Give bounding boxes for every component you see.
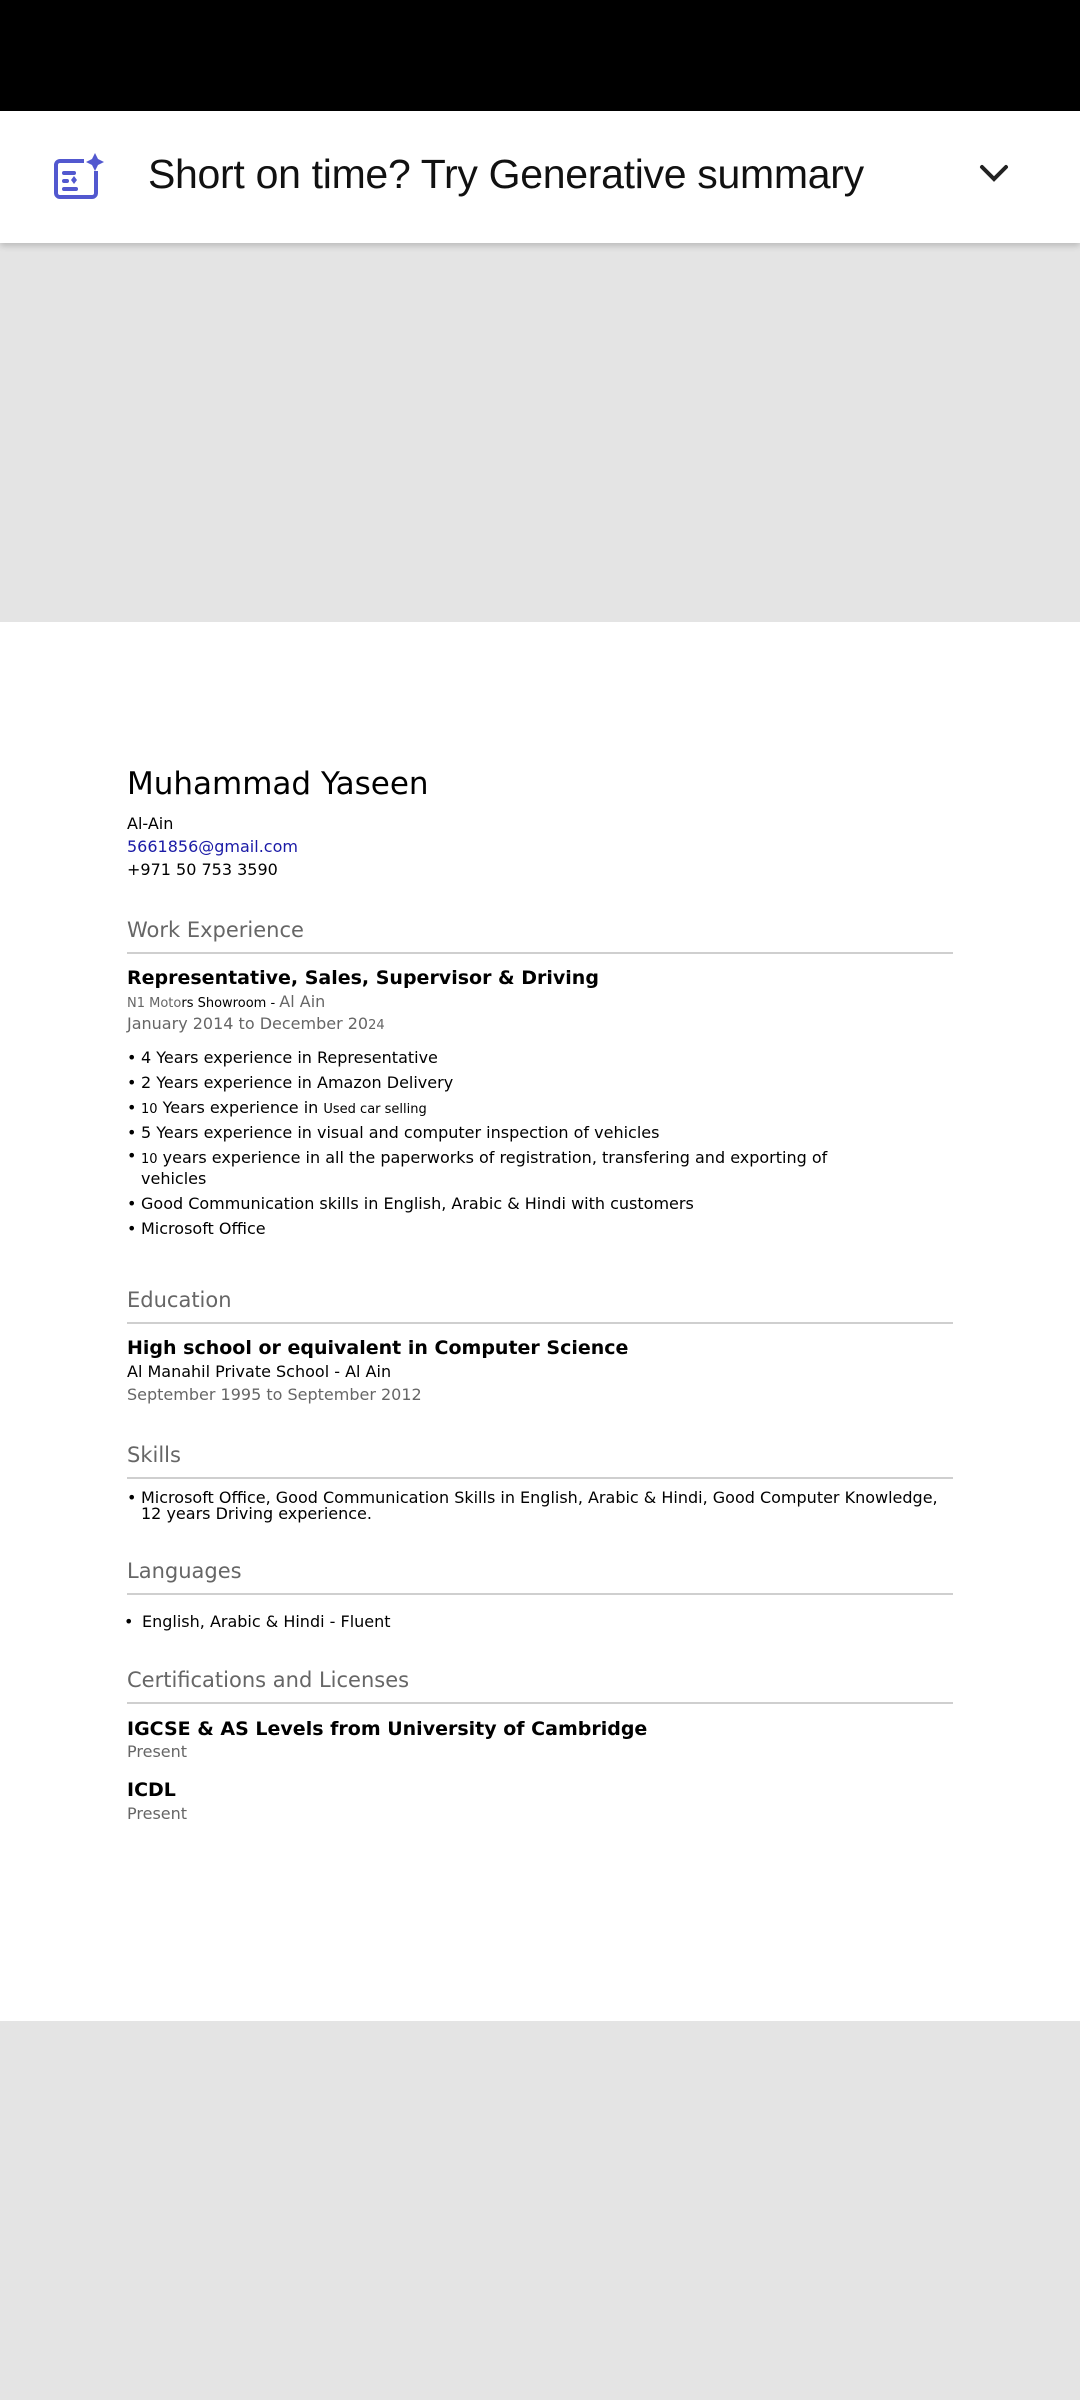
list-item: • Microsoft Office, Good Communication Skills in English, Arabic & Hindi, Good Computer Knowledge, 12 years Driving experience.	[127, 1490, 953, 1522]
job-dates: January 2014 to December 2024	[127, 1014, 385, 1033]
skills-list	[127, 1490, 953, 1522]
education-dates: September 1995 to September 2012	[127, 1385, 422, 1404]
location: Al-Ain	[127, 814, 174, 833]
list-item: • English, Arabic & Hindi - Fluent	[124, 1610, 844, 1633]
job-title: Representative, Sales, Supervisor & Driving	[127, 967, 599, 989]
section-title-certifications: Certifications and Licenses	[127, 1668, 410, 1692]
certification-status: Present	[127, 1804, 188, 1823]
generative-summary-banner[interactable]	[0, 111, 1080, 243]
generative-summary-icon	[52, 151, 106, 203]
email-link[interactable]: 5661856@gmail.com	[127, 837, 298, 856]
generative-summary-text: Short on time? Try Generative summary	[148, 151, 864, 197]
list-item: • 4 Years experience in Representative	[127, 1046, 847, 1071]
candidate-name: Muhammad Yaseen	[127, 766, 429, 802]
company: N1 Motors Showroom - Al Ain	[127, 992, 326, 1011]
list-item: • 2 Years experience in Amazon Delivery	[127, 1071, 847, 1096]
certification-status: Present	[127, 1742, 188, 1761]
section-title-education: Education	[127, 1288, 232, 1312]
section-title-skills: Skills	[127, 1443, 181, 1467]
section-title-languages: Languages	[127, 1559, 242, 1583]
section-title-work: Work Experience	[127, 918, 304, 942]
list-item: • 5 Years experience in visual and computer inspection of vehicles	[127, 1121, 847, 1146]
resume-page	[0, 622, 1080, 2021]
divider	[127, 1477, 953, 1479]
divider	[127, 1593, 953, 1595]
list-item: • Microsoft Office	[127, 1217, 847, 1242]
list-item: • 10 years experience in all the paperworks of registration, transfering and exporting of vehicles	[127, 1146, 847, 1192]
work-bullets	[127, 1046, 847, 1242]
school: Al Manahil Private School - Al Ain	[127, 1362, 392, 1381]
degree: High school or equivalent in Computer Science	[127, 1337, 629, 1359]
status-bar	[0, 0, 1080, 111]
divider	[127, 1322, 953, 1324]
list-item: • Good Communication skills in English, Arabic & Hindi with customers	[127, 1192, 847, 1217]
divider	[127, 1702, 953, 1704]
languages-list	[124, 1610, 844, 1633]
phone-number: +971 50 753 3590	[127, 860, 278, 879]
certification-name: IGCSE & AS Levels from University of Cambridge	[127, 1718, 648, 1740]
chevron-down-icon[interactable]	[978, 162, 1010, 186]
certification-name: ICDL	[127, 1779, 176, 1801]
list-item: • 10 Years experience in Used car selling	[127, 1096, 847, 1121]
divider	[127, 952, 953, 954]
